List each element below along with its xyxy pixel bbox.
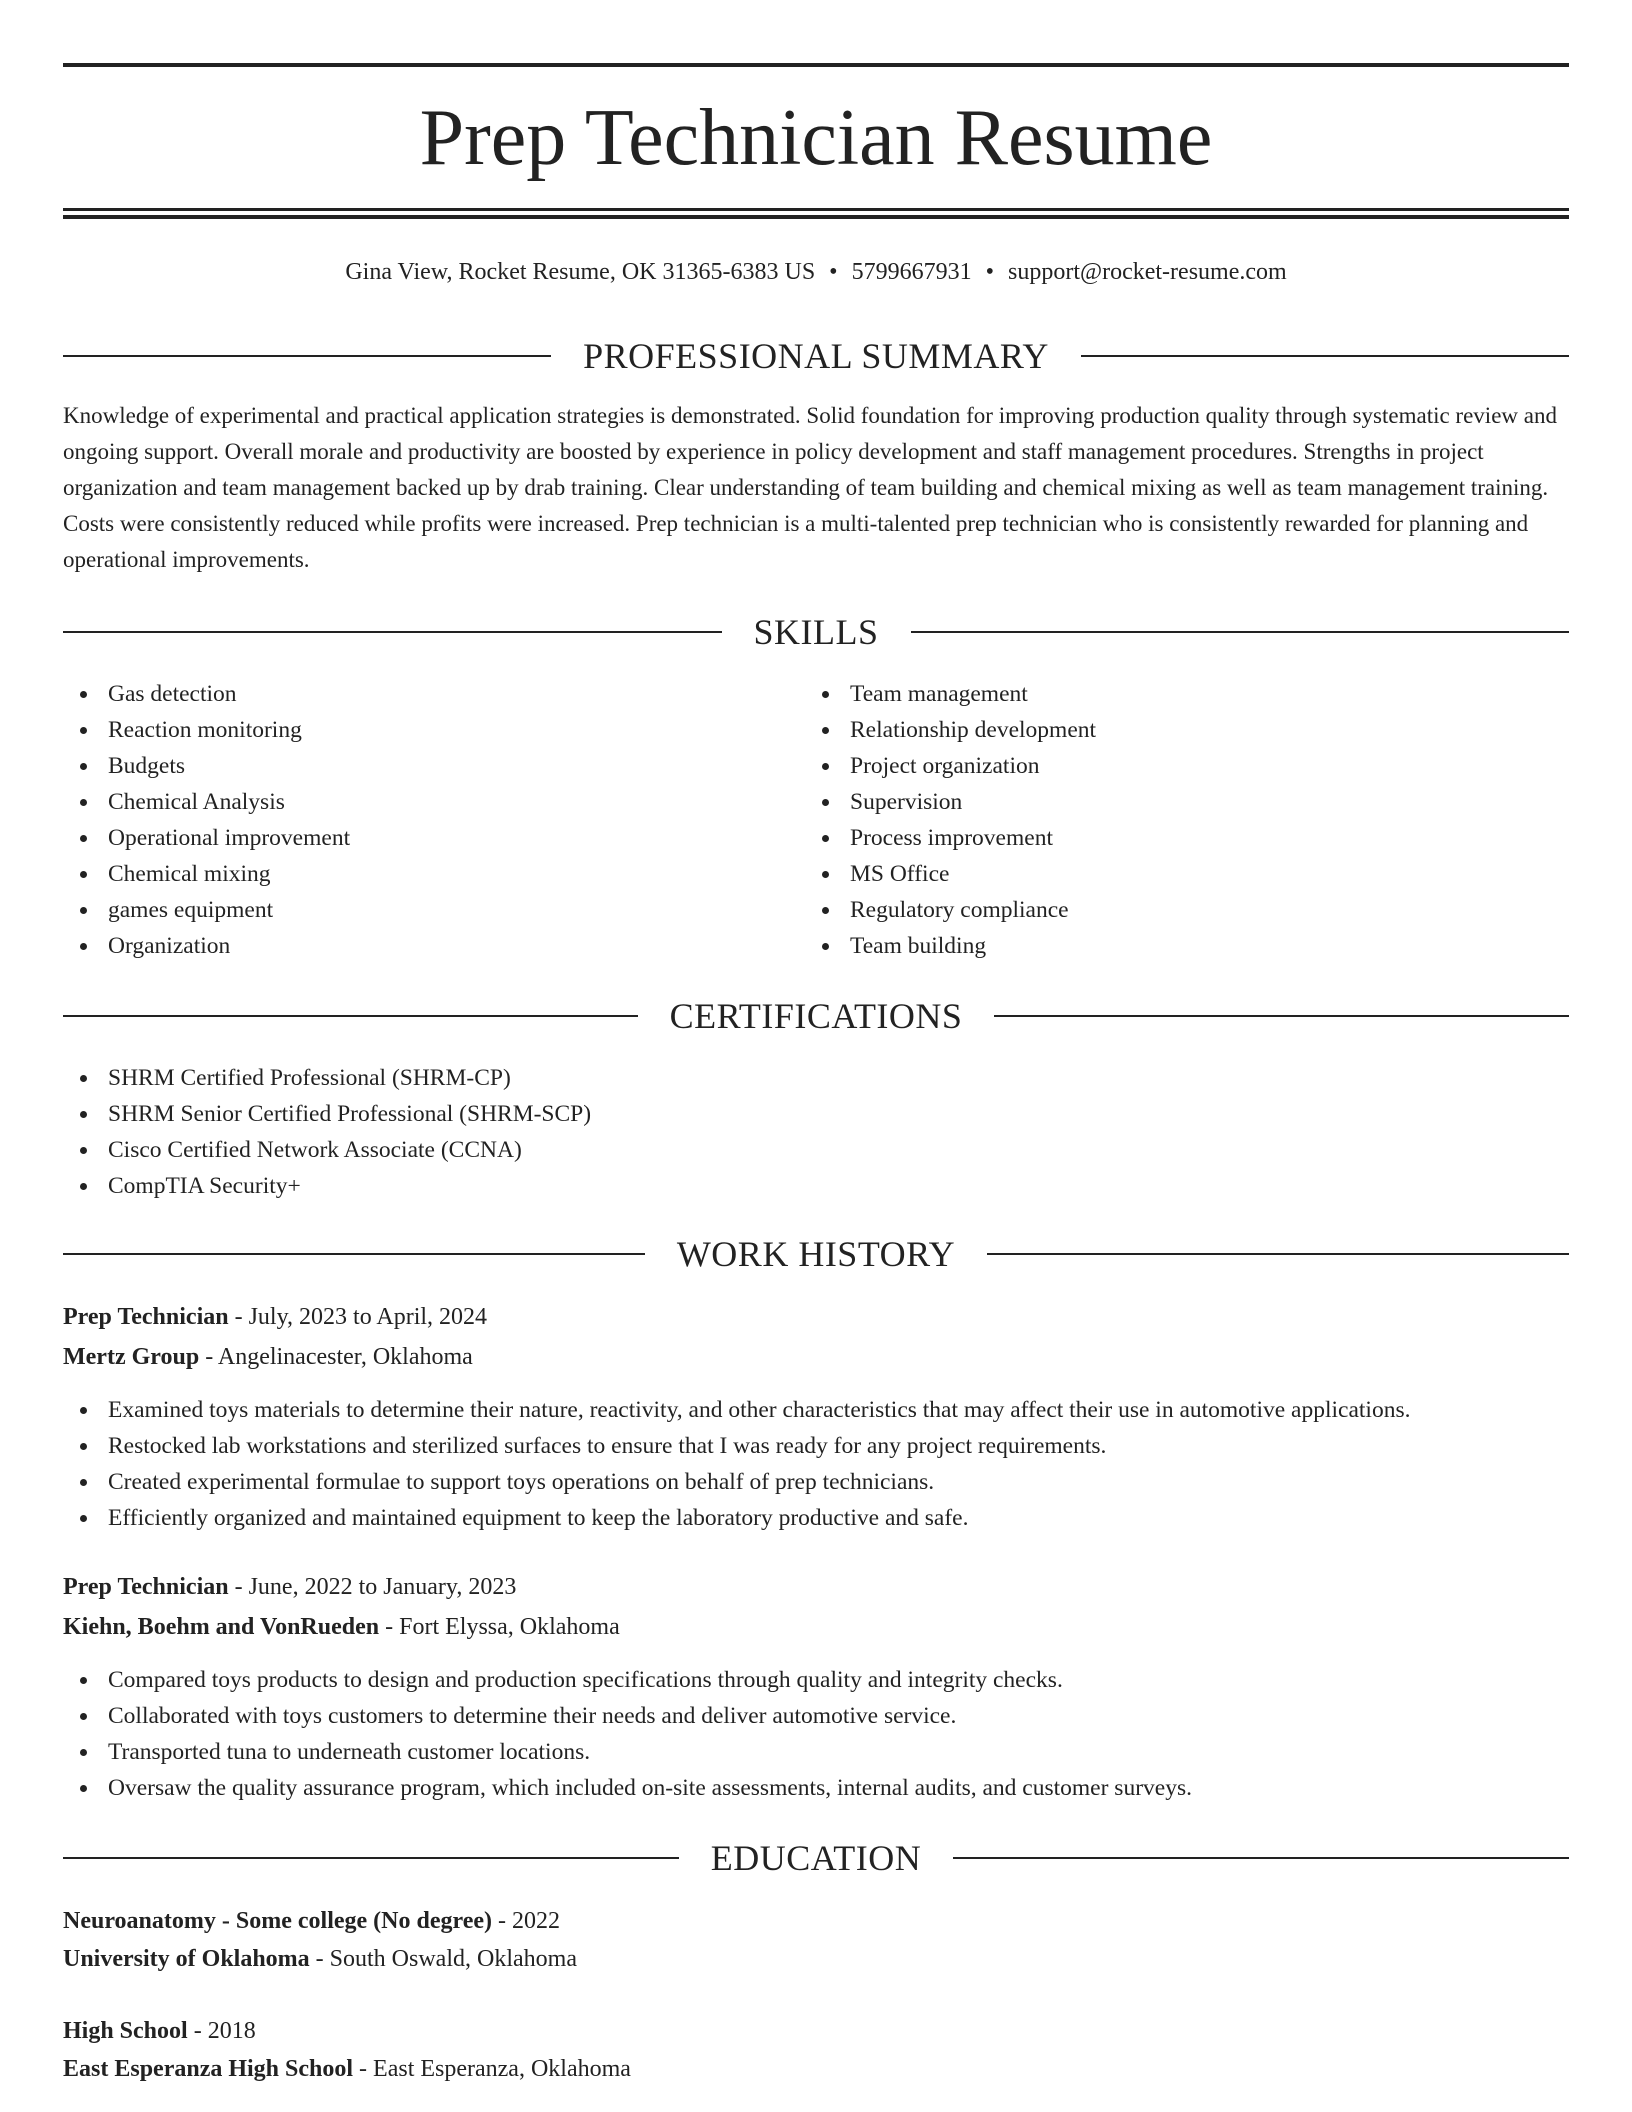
education-year: - 2018 bbox=[187, 2018, 256, 2044]
certification-item: SHRM Certified Professional (SHRM-CP) bbox=[63, 1060, 1063, 1096]
section-rule-right bbox=[987, 1253, 1569, 1255]
section-rule-left bbox=[63, 1253, 645, 1255]
skill-item: Team management bbox=[805, 676, 1565, 712]
job-bullets bbox=[63, 1662, 1569, 1806]
job-entry-header bbox=[63, 1567, 620, 1647]
job-bullet: Created experimental formulae to support toys operations on behalf of prep technicians. bbox=[63, 1464, 1569, 1500]
contact-separator: • bbox=[829, 259, 838, 285]
skill-item: Organization bbox=[63, 928, 803, 964]
header-double-rule-lower bbox=[63, 215, 1569, 219]
job-location: - Fort Elyssa, Oklahoma bbox=[379, 1614, 620, 1640]
skill-item: Relationship development bbox=[805, 712, 1565, 748]
job-company: Mertz Group bbox=[63, 1344, 200, 1370]
summary-text: Knowledge of experimental and practical application strategies is demonstrated. Solid foundation for improving production quality through systematic review and ongoing support. Overall morale and productivity are boosted by experience in policy development and staff management procedures. Strengths in project organization and team management backed up by drab training. Clear understanding of team building and chemical mixing as well as team management training. Costs were consistently reduced while profits were increased. Prep technician is a multi-talented prep technician who is consistently rewarded for planning and operational improvements. bbox=[63, 403, 1557, 572]
education-entry bbox=[63, 1902, 577, 1978]
job-bullet: Efficiently organized and maintained equipment to keep the laboratory productive and safe. bbox=[63, 1500, 1569, 1536]
skill-item: MS Office bbox=[805, 856, 1565, 892]
job-dates: - June, 2022 to January, 2023 bbox=[228, 1574, 517, 1600]
job-bullet: Transported tuna to underneath customer locations. bbox=[63, 1734, 1569, 1770]
job-title: Prep Technician bbox=[63, 1574, 229, 1600]
skill-item: Chemical mixing bbox=[63, 856, 803, 892]
job-company-line bbox=[63, 1337, 487, 1377]
section-header-summary bbox=[63, 334, 1569, 378]
job-bullet: Oversaw the quality assurance program, which included on-site assessments, internal audits, and customer surveys. bbox=[63, 1770, 1569, 1806]
job-company-line bbox=[63, 1607, 620, 1647]
section-rule-left bbox=[63, 631, 722, 633]
contact-separator: • bbox=[985, 259, 994, 285]
education-year: - 2022 bbox=[492, 1908, 560, 1934]
job-title: Prep Technician bbox=[63, 1304, 229, 1330]
section-title-certifications: CERTIFICATIONS bbox=[669, 996, 963, 1036]
section-rule-right bbox=[1081, 355, 1569, 357]
contact-email: support@rocket-resume.com bbox=[1007, 259, 1287, 285]
section-rule-left bbox=[63, 1015, 638, 1017]
contact-address: Gina View, Rocket Resume, OK 31365-6383 US bbox=[345, 259, 816, 285]
certifications-list bbox=[63, 1060, 1063, 1204]
skill-item: Supervision bbox=[805, 784, 1565, 820]
section-rule-right bbox=[953, 1857, 1569, 1859]
skill-item: Gas detection bbox=[63, 676, 803, 712]
skill-item: Project organization bbox=[805, 748, 1565, 784]
section-rule-right bbox=[994, 1015, 1569, 1017]
education-degree: High School bbox=[63, 2018, 188, 2044]
skills-list-left bbox=[63, 676, 803, 964]
section-rule-right bbox=[911, 631, 1570, 633]
education-school-line bbox=[63, 1940, 577, 1978]
skills-list-right bbox=[805, 676, 1565, 964]
certification-item: SHRM Senior Certified Professional (SHRM-SCP) bbox=[63, 1096, 1063, 1132]
section-title-summary: PROFESSIONAL SUMMARY bbox=[583, 336, 1049, 376]
job-bullets bbox=[63, 1392, 1569, 1536]
job-location: - Angelinacester, Oklahoma bbox=[199, 1344, 473, 1370]
certification-item: CompTIA Security+ bbox=[63, 1168, 1063, 1204]
job-title-line bbox=[63, 1567, 620, 1607]
job-entry-header bbox=[63, 1297, 487, 1377]
skill-item: Reaction monitoring bbox=[63, 712, 803, 748]
education-location: - South Oswald, Oklahoma bbox=[309, 1946, 577, 1972]
job-bullet: Restocked lab workstations and sterilized surfaces to ensure that I was ready for any project requirements. bbox=[63, 1428, 1569, 1464]
skill-item: Operational improvement bbox=[63, 820, 803, 856]
header-double-rule-upper bbox=[63, 208, 1569, 211]
skill-item: games equipment bbox=[63, 892, 803, 928]
section-header-certifications bbox=[63, 994, 1569, 1038]
education-degree-line bbox=[63, 2012, 631, 2050]
education-degree: Neuroanatomy - Some college (No degree) bbox=[63, 1908, 492, 1934]
section-rule-left bbox=[63, 355, 551, 357]
education-school: University of Oklahoma bbox=[63, 1946, 310, 1972]
job-title-line bbox=[63, 1297, 487, 1337]
education-school-line bbox=[63, 2050, 631, 2088]
skill-item: Team building bbox=[805, 928, 1565, 964]
section-title-education: EDUCATION bbox=[710, 1838, 922, 1878]
contact-phone: 5799667931 bbox=[851, 259, 972, 285]
education-entry bbox=[63, 2012, 631, 2088]
job-bullet: Examined toys materials to determine their nature, reactivity, and other characteristics that may affect their use in automotive applications. bbox=[63, 1392, 1569, 1428]
contact-line bbox=[63, 254, 1569, 290]
section-header-education bbox=[63, 1836, 1569, 1880]
education-school: East Esperanza High School bbox=[63, 2056, 354, 2082]
job-company: Kiehn, Boehm and VonRueden bbox=[63, 1614, 380, 1640]
education-location: - East Esperanza, Oklahoma bbox=[353, 2056, 631, 2082]
section-title-work-history: WORK HISTORY bbox=[676, 1234, 956, 1274]
education-degree-line bbox=[63, 1902, 577, 1940]
skill-item: Regulatory compliance bbox=[805, 892, 1565, 928]
job-dates: - July, 2023 to April, 2024 bbox=[228, 1304, 488, 1330]
section-header-work-history bbox=[63, 1232, 1569, 1276]
job-bullet: Compared toys products to design and production specifications through quality and integrity checks. bbox=[63, 1662, 1569, 1698]
page-title: Prep Technician Resume bbox=[419, 94, 1213, 182]
header-top-rule bbox=[63, 63, 1569, 67]
section-title-skills: SKILLS bbox=[753, 612, 879, 652]
job-bullet: Collaborated with toys customers to determine their needs and deliver automotive service. bbox=[63, 1698, 1569, 1734]
skill-item: Budgets bbox=[63, 748, 803, 784]
skill-item: Process improvement bbox=[805, 820, 1565, 856]
skill-item: Chemical Analysis bbox=[63, 784, 803, 820]
section-header-skills bbox=[63, 610, 1569, 654]
certification-item: Cisco Certified Network Associate (CCNA) bbox=[63, 1132, 1063, 1168]
section-rule-left bbox=[63, 1857, 679, 1859]
